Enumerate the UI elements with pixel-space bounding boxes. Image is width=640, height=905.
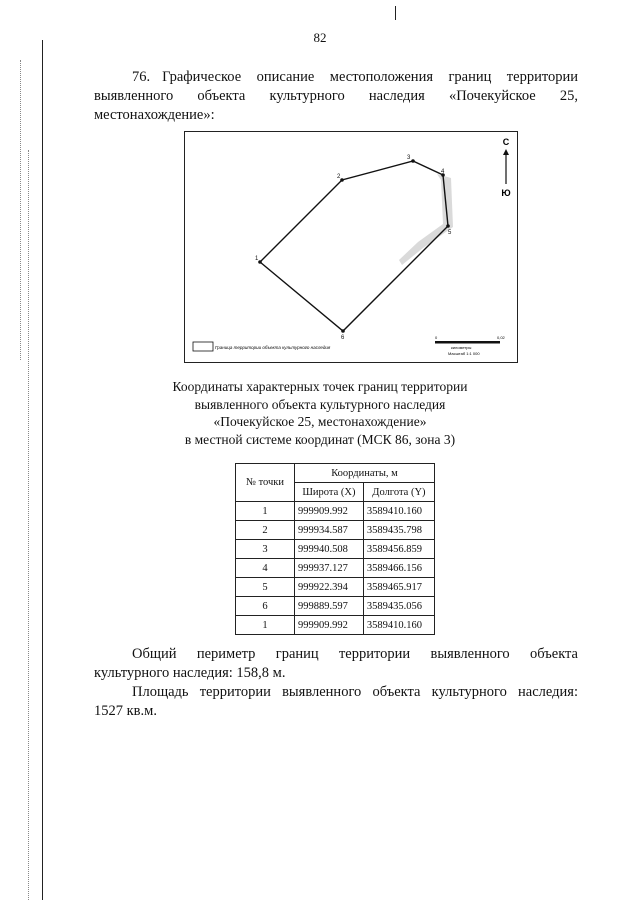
scale-ratio: Масштаб 1:1 000 — [448, 351, 480, 356]
table-row — [236, 540, 435, 559]
cell-point: 4 — [236, 559, 295, 578]
scale-end: 0,02 — [497, 335, 505, 340]
area-line-2: 1527 кв.м. — [94, 703, 157, 719]
cell-lon: 3589435.056 — [363, 597, 434, 616]
cell-point: 1 — [236, 616, 295, 635]
compass — [501, 137, 510, 198]
heading-paragraph — [94, 68, 578, 125]
header-lon: Долгота (Y) — [363, 483, 434, 502]
scale-unit: километры — [451, 345, 472, 350]
table-row — [236, 521, 435, 540]
compass-south-label: Ю — [501, 188, 511, 198]
table-row — [236, 559, 435, 578]
legend-text: Граница территории объекта культурного наследия — [215, 345, 331, 350]
point-label-5: 5 — [448, 230, 452, 236]
heading-number: 76. — [132, 69, 151, 85]
perimeter-line-1: Общий периметр границ территории выявленного объекта — [132, 646, 578, 662]
point-3 — [411, 159, 415, 163]
map-legend — [193, 342, 331, 351]
cell-lon: 3589435.798 — [363, 521, 434, 540]
cell-lon: 3589410.160 — [363, 616, 434, 635]
table-caption — [0, 378, 640, 448]
scan-dotted-line — [28, 150, 29, 900]
area-line-1: Площадь территории выявленного объекта культурного наследия: — [132, 684, 578, 700]
point-1 — [258, 260, 262, 264]
cell-lat: 999934.587 — [295, 521, 364, 540]
heading-line-1-text: Графическое описание местоположения границ территории — [162, 69, 578, 85]
table-row — [236, 502, 435, 521]
scan-top-mark — [395, 6, 396, 20]
point-label-2: 2 — [337, 174, 341, 180]
cell-lat: 999922.394 — [295, 578, 364, 597]
area-paragraph — [94, 683, 578, 721]
heading-line-2: выявленного объекта культурного наследия «Почекуйское 25, — [94, 88, 578, 104]
cell-lat: 999940.508 — [295, 540, 364, 559]
scale-start: 0 — [435, 335, 438, 340]
cell-lon: 3589456.859 — [363, 540, 434, 559]
caption-line-3: «Почекуйское 25, местонахождение» — [213, 414, 427, 429]
heading-line-1 — [94, 68, 578, 87]
scan-dotted-line-2 — [20, 60, 21, 360]
cell-lon: 3589466.156 — [363, 559, 434, 578]
legend-swatch — [193, 342, 213, 351]
cell-point: 6 — [236, 597, 295, 616]
scale-bar-rect — [435, 341, 500, 344]
perimeter-line-2: культурного наследия: 158,8 м. — [94, 665, 286, 681]
table-row — [236, 616, 435, 635]
heading-line-3: местонахождение»: — [94, 107, 215, 123]
cell-lat: 999937.127 — [295, 559, 364, 578]
header-point: № точки — [236, 464, 295, 502]
cell-lat: 999889.597 — [295, 597, 364, 616]
table-row — [236, 578, 435, 597]
point-5 — [446, 224, 450, 228]
header-coords: Координаты, м — [295, 464, 435, 483]
scale-bar — [435, 335, 506, 356]
scan-margin-line — [42, 40, 43, 900]
header-lat: Широта (X) — [295, 483, 364, 502]
point-label-6: 6 — [341, 335, 345, 341]
point-label-4: 4 — [441, 169, 445, 175]
point-label-1: 1 — [255, 256, 259, 262]
point-6 — [341, 329, 345, 333]
cell-lat: 999909.992 — [295, 616, 364, 635]
caption-line-1: Координаты характерных точек границ территории — [172, 379, 468, 394]
caption-line-2: выявленного объекта культурного наследия — [194, 396, 446, 412]
cell-lon: 3589410.160 — [363, 502, 434, 521]
cell-lon: 3589465.917 — [363, 578, 434, 597]
point-label-3: 3 — [407, 155, 411, 161]
cell-point: 5 — [236, 578, 295, 597]
cell-point: 3 — [236, 540, 295, 559]
table-header-row — [236, 464, 435, 483]
map-svg — [185, 132, 517, 362]
compass-north-label: С — [502, 137, 510, 147]
cell-point: 2 — [236, 521, 295, 540]
page-number: 82 — [313, 30, 327, 45]
perimeter-paragraph — [94, 645, 578, 683]
point-2 — [340, 178, 344, 182]
cell-point: 1 — [236, 502, 295, 521]
boundary-map — [184, 131, 518, 363]
caption-line-4: в местной системе координат (МСК 86, зона 3) — [184, 431, 456, 447]
cell-lat: 999909.992 — [295, 502, 364, 521]
table-row — [236, 597, 435, 616]
coordinates-table — [235, 463, 435, 635]
